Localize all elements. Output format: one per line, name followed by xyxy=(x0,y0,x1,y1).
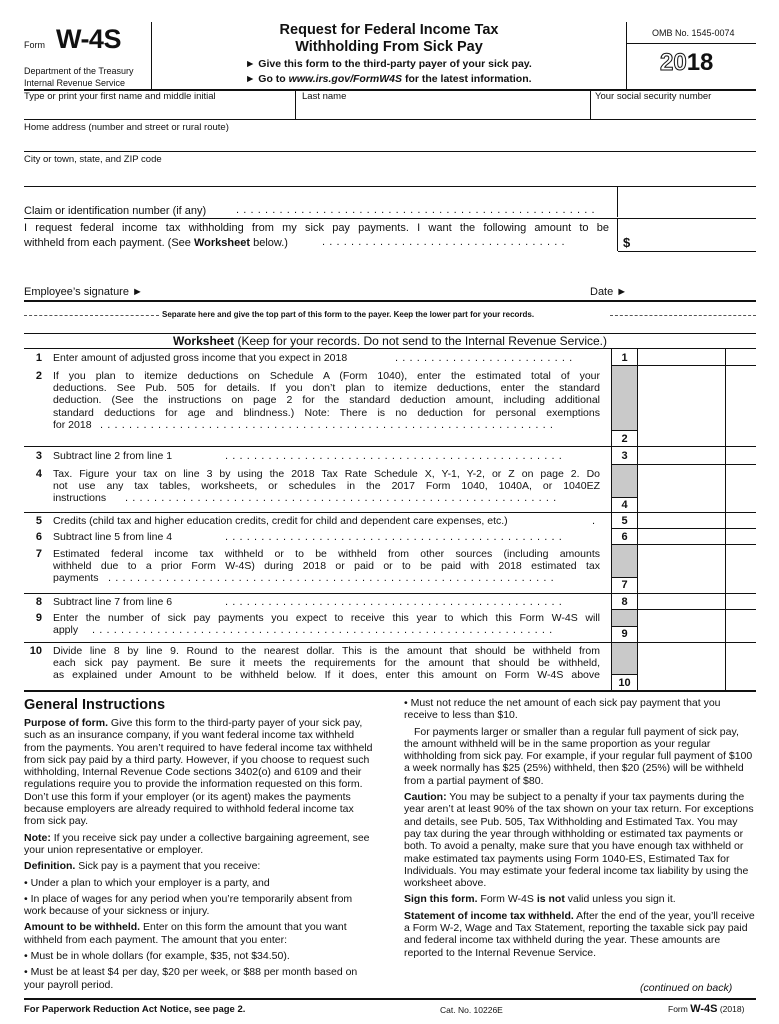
worksheet-line-6: Subtract line 5 from line 4 xyxy=(53,531,173,543)
footer-form-id: Form W-4S (2018) xyxy=(668,1003,745,1015)
first-name-input[interactable] xyxy=(24,103,294,117)
form-title xyxy=(152,22,626,56)
ssn-input[interactable] xyxy=(595,103,753,117)
worksheet-line-7: Estimated federal income tax withheld or to be withheld from other sources (including amounts withheld due to a prior Form W-4S) during 2018 or paid or to be paid with 2018 estimated tax payments xyxy=(53,548,600,585)
date-input[interactable] xyxy=(632,276,752,296)
worksheet-line-5: Credits (child tax and higher education credits, credit for child and dependent care expenses, etc.) xyxy=(53,515,508,527)
worksheet-input-3[interactable] xyxy=(640,448,724,462)
request-line2: withheld from each payment. (See Worksheet below.) xyxy=(24,237,288,249)
continued-note: (continued on back) xyxy=(640,982,733,994)
worksheet-title: Worksheet (Keep for your records. Do not send to the Internal Revenue Service.) xyxy=(172,334,607,348)
dept-line2: Internal Revenue Service xyxy=(24,78,126,88)
claim-input[interactable] xyxy=(620,192,752,214)
request-line1: I request federal income tax withholding from my sick pay payments. I want the following amount to be xyxy=(24,222,609,234)
worksheet-input-8[interactable] xyxy=(640,594,724,608)
date-label: Date ► xyxy=(590,286,628,298)
title-line1: Request for Federal Income Tax xyxy=(279,22,499,38)
signature-input[interactable] xyxy=(160,276,580,296)
general-heading: General Instructions xyxy=(24,697,166,713)
last-name-input[interactable] xyxy=(302,103,588,117)
worksheet-input-7[interactable] xyxy=(640,578,724,592)
title-line2: Withholding From Sick Pay xyxy=(295,39,483,55)
left-column: Purpose of form. Give this form to the third-party payer of your sick pay, such as an insurance company, if you want federal income tax withheld from the payments. You aren’t required to have federal income tax withheld from sick pay paid by a third party. However, if you choose to request such withholding, Internal Revenue Code sections 3402(o) and 6109 and their regulations require you to provide the information requested on this form. Don’t use this form if your employer (or its agent) makes the payments because employers are already required to withhold federal income tax from sick pay. Note: If you receive sick pay under a collective bargaining agreement, see your union representative or employer. Definition. Sick pay is a payment that you receive: • Under a plan to which your employer is a party, and • In place of wages for any period when you’re temporarily absent from work because of your sickness or injury. Amount to be withheld. Enter on this form the amount that you want withheld from each payment. The amount that you enter: • Must be in whole dollars (for example, $35, not $34.50). • Must be at least $4 per day, $20 per week, or $88 per month based on your payroll period. xyxy=(24,717,373,991)
catalog-number: Cat. No. 10226E xyxy=(440,1005,503,1015)
withholding-amount-input[interactable] xyxy=(634,230,752,248)
signature-label: Employee’s signature ► xyxy=(24,286,143,298)
worksheet-line-2: If you plan to itemize deductions on Schedule A (Form 1040), enter the estimated total of your deductions. See Pub. 505 for details. If you don’t plan to itemize deductions, enter the standard deduction. (See the instructions on page 2 for the standard deduction amount, including additional standard deductions for age and blindness.) Note: There is no deduction for personal exemptions for 2018 xyxy=(53,370,600,431)
worksheet-input-5[interactable] xyxy=(640,513,724,527)
dollar-sign: $ xyxy=(623,235,631,250)
last-name-label: Last name xyxy=(302,91,347,102)
right-column: • Must not reduce the net amount of each sick pay payment that you receive to less than $10. For payments larger or smaller than a regular full payment of sick pay, the amount withheld will be in the same proportion as your regular withholding from sick pay. For example, if your regular full payment of $100 a week normally has $25 (25%) withheld, then $20 (25%) will be withheld from a partial payment of $80. Caution: You may be subject to a penalty if your tax payments during the year aren’t at least 90% of the tax shown on your tax return. For exceptions and details, see Pub. 505, Tax Withholding and Estimated Tax. You may pay tax during the year through withholding or estimated tax payments or both. To avoid a penalty, make sure that you have enough tax withheld or make estimated tax payments using Form 1040-ES, Estimated Tax for Individuals. You may estimate your federal income tax liability by using the worksheet above. Sign this form. Form W-4S is not valid unless you sign it. Statement of income tax withheld. After the end of the year, you’ll receive a Form W-2, Wage and Tax Statement, reporting the taxable sick pay paid and federal income tax withheld during the year. These amounts are reported to the Internal Revenue Service. xyxy=(404,697,755,959)
worksheet-line-1: Enter amount of adjusted gross income that you expect in 2018 xyxy=(53,352,348,364)
worksheet-line-4: Tax. Figure your tax on line 3 by using the 2018 Tax Rate Schedule X, Y-1, Y-2, or Z on page 2. Do not use any tax tables, worksheets, or schedules in the 2017 Form 1040, 1040A, or 1040EZ instructions xyxy=(53,468,600,505)
city-label: City or town, state, and ZIP code xyxy=(24,154,162,165)
worksheet-input-1[interactable] xyxy=(640,350,724,364)
dept-line1: Department of the Treasury xyxy=(24,66,134,76)
ssn-label: Your social security number xyxy=(595,91,712,102)
header-bullet2: ► Go to www.irs.gov/FormW4S for the latest information. xyxy=(245,73,532,85)
irs-url[interactable]: www.irs.gov/FormW4S xyxy=(288,73,403,85)
worksheet-input-10[interactable] xyxy=(640,675,724,689)
worksheet-input-4[interactable] xyxy=(640,498,724,512)
address-label: Home address (number and street or rural route) xyxy=(24,122,229,133)
form-number: W-4S xyxy=(56,24,121,54)
worksheet-line-10: Divide line 8 by line 9. Round to the nearest dollar. This is the amount that should be withheld from each sick pay payment. Be sure it meets the requirements for the amount that should be withheld, as explained under Amount to be withheld below. If it does, enter this amount on Form W-4S above xyxy=(53,645,600,682)
worksheet-input-6[interactable] xyxy=(640,529,724,543)
form-word: Form xyxy=(24,40,45,50)
worksheet-input-9[interactable] xyxy=(640,627,724,641)
claim-label: Claim or identification number (if any) xyxy=(24,205,207,217)
worksheet-input-2[interactable] xyxy=(640,432,724,446)
paperwork-notice: For Paperwork Reduction Act Notice, see page 2. xyxy=(24,1004,246,1015)
worksheet-line-3: Subtract line 2 from line 1 xyxy=(53,450,173,462)
omb-number: OMB No. 1545-0074 xyxy=(652,28,735,38)
address-input[interactable] xyxy=(24,134,752,149)
tax-year: 2018 xyxy=(660,49,714,76)
first-name-label: Type or print your first name and middle initial xyxy=(24,91,216,102)
separator-text: Separate here and give the top part of this form to the payer. Keep the lower part for your records. xyxy=(162,310,535,319)
worksheet-line-9: Enter the number of sick pay payments you expect to receive this year to which this Form W-4S will apply xyxy=(53,612,600,637)
worksheet-line-8: Subtract line 7 from line 6 xyxy=(53,596,173,608)
city-input[interactable] xyxy=(24,166,752,184)
header-bullet1: ► Give this form to the third-party payer of your sick pay. xyxy=(245,58,532,70)
